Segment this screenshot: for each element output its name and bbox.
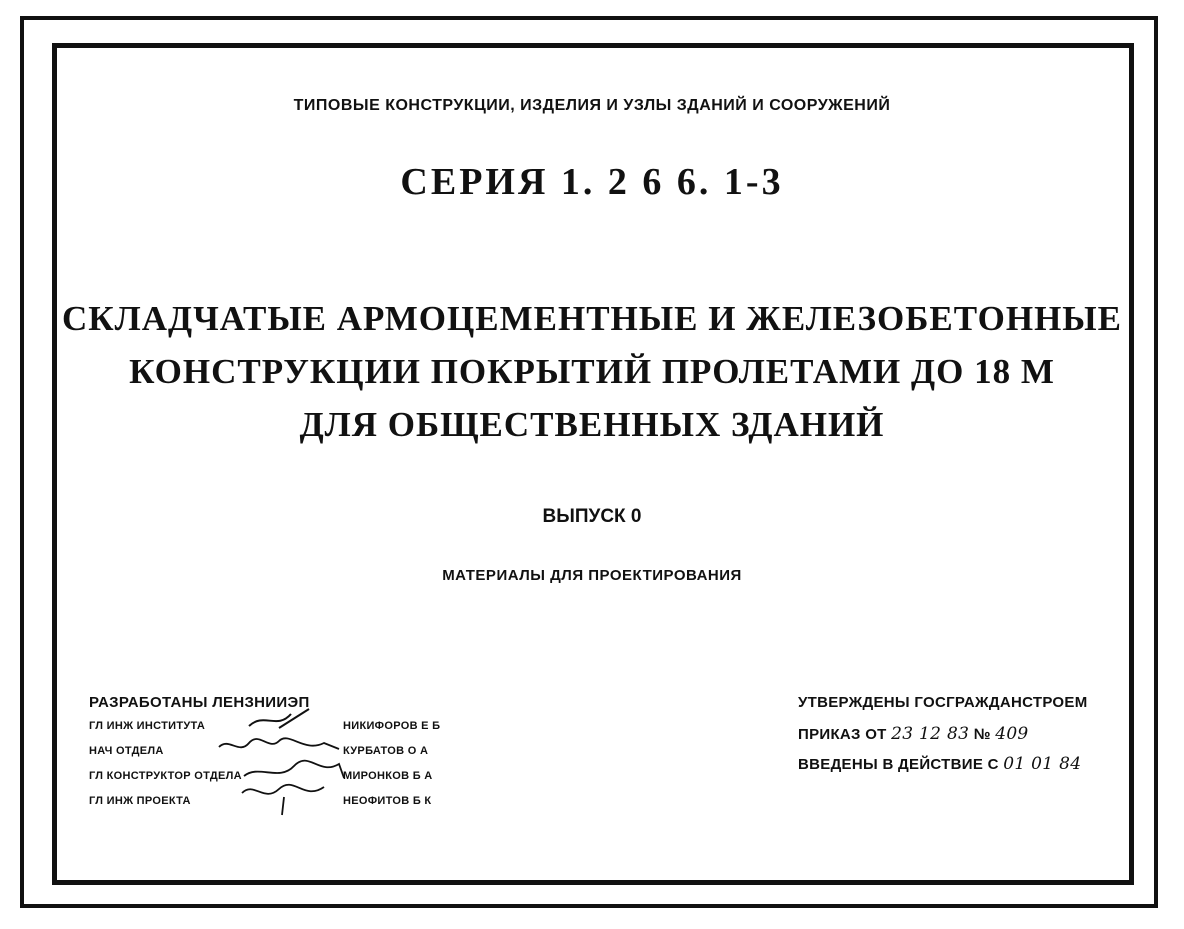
approval-authority: УТВЕРЖДЕНЫ ГОСГРАЖДАНСТРОЕМ [798,694,1088,711]
issue-label: ВЫПУСК 0 [542,506,642,527]
developers-heading: РАЗРАБОТАНЫ ЛЕНЗНИИЭП [89,694,310,711]
developer-row [89,795,469,820]
developer-name: МИРОНКОВ Б А [343,770,433,782]
effective-date: 01 01 84 [1003,754,1082,774]
developer-name: НИКИФОРОВ Е Б [343,720,441,732]
title-line-1: СКЛАДЧАТЫЕ АРМОЦЕМЕНТНЫЕ И ЖЕЛЕЗОБЕТОННЫЕ [62,299,1122,338]
order-number-label: № [973,726,991,743]
developer-name: НЕОФИТОВ Б К [343,795,432,807]
document-title [0,292,1184,451]
approval-block [798,694,1088,784]
order-number: 409 [995,724,1029,744]
developer-role: НАЧ ОТДЕЛА [89,745,164,757]
series-number: СЕРИЯ 1. 2 6 6. 1-3 [400,161,784,203]
developers-block [89,694,469,820]
title-line-3: ДЛЯ ОБЩЕСТВЕННЫХ ЗДАНИЙ [299,405,885,444]
approval-order [798,724,1088,754]
signature-image [234,779,344,819]
order-label: ПРИКАЗ ОТ [798,726,887,743]
developer-role: ГЛ ИНЖ ПРОЕКТА [89,795,191,807]
order-date: 23 12 83 [891,724,970,744]
issue-description: МАТЕРИАЛЫ ДЛЯ ПРОЕКТИРОВАНИЯ [442,567,742,584]
developer-role: ГЛ КОНСТРУКТОР ОТДЕЛА [89,770,242,782]
document-subtitle: ТИПОВЫЕ КОНСТРУКЦИИ, ИЗДЕЛИЯ И УЗЛЫ ЗДАНИЙ И СООРУЖЕНИЙ [293,97,891,114]
title-line-2: КОНСТРУКЦИИ ПОКРЫТИЙ ПРОЛЕТАМИ ДО 18 М [129,352,1055,391]
effective-label: ВВЕДЕНЫ В ДЕЙСТВИЕ С [798,756,999,773]
developer-role: ГЛ ИНЖ ИНСТИТУТА [89,720,206,732]
approval-effective [798,754,1088,784]
developer-name: КУРБАТОВ О А [343,745,429,757]
